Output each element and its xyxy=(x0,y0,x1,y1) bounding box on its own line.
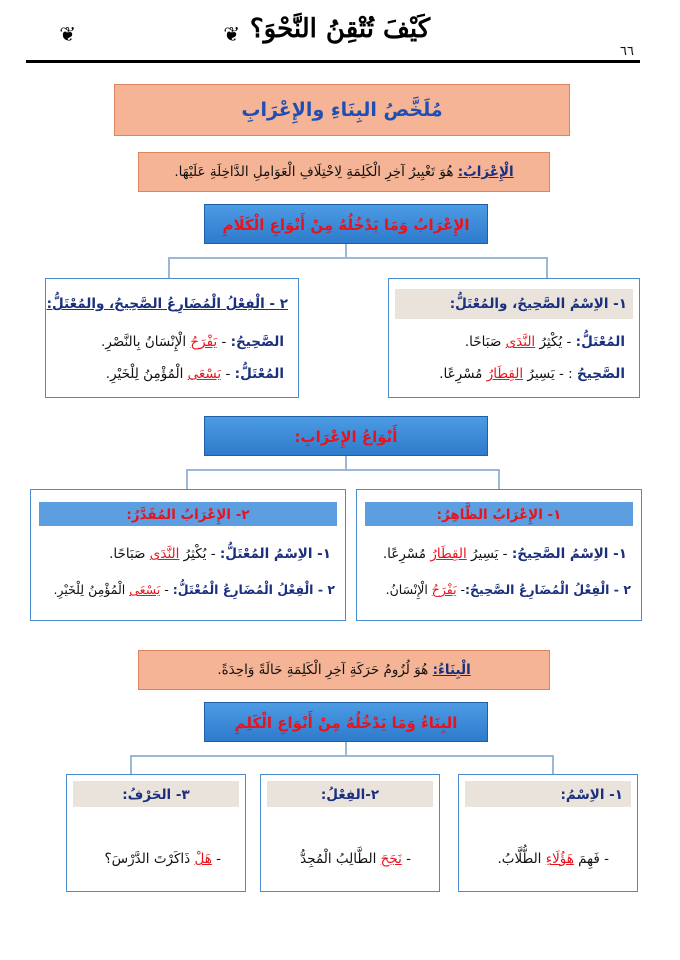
ornament-icon: ❦ xyxy=(223,22,240,46)
noun-card xyxy=(388,278,640,398)
bina-definition xyxy=(217,662,470,678)
connector xyxy=(345,456,347,470)
bina-text: هُوَ لُزُومُ حَرَكَةِ آخِرِ الْكَلِمَةِ حَالَةً وَاحِدَةً. xyxy=(217,661,433,678)
bina-ism-title: ١- الاِسْمُ: xyxy=(560,787,623,803)
bina-fiel-card xyxy=(260,774,440,892)
connector xyxy=(130,755,554,757)
connector xyxy=(168,257,548,259)
bina-definition-box xyxy=(138,650,550,690)
noun-card-row2: الصَّحِيحُ : - يَسِيرُ القِطَارُ مُسْرِعًا. xyxy=(439,366,625,382)
estimated-card-row2: ٢ - الْفِعْلُ الْمُضَارِعُ الْمُعْتَلُّ: - يَسْعَى الْمُؤْمِنُ لِلْخَيْرِ. xyxy=(53,582,335,597)
apparent-card-row2: ٢ - الْفِعْلُ الْمُضَارِعُ الصَّحِيحُ:- يَفْرَحُ الْإِنْسَانُ. xyxy=(385,582,631,597)
noun-card-title: ١- الاِسْمُ الصَّحِيحُ، والمُعْتَلُّ: xyxy=(449,296,627,312)
apparent-card-row1: ١- الاِسْمُ الصَّحِيحُ: - يَسِيرُ القِطَارُ مُسْرِعًا. xyxy=(382,546,627,562)
connector xyxy=(130,755,132,775)
bina-ism-example: - فَهِمَ هَؤُلَاءِ الطُّلَّابُ. xyxy=(497,851,609,867)
irab-text: هُوَ تَغْيِيرُ آخِرِ الْكَلِمَةِ لِاخْتِلَافِ الْعَوَامِلِ الدَّاخِلَةِ عَلَيْهَا. xyxy=(174,163,458,180)
apparent-irab-card xyxy=(356,489,642,621)
verb-card-row1: الصَّحِيحُ: - يَفْرَحُ الْإِنْسَانُ بِالنَّصْرِ. xyxy=(101,334,284,350)
irab-term: الْإِعْرَابُ: xyxy=(457,163,514,180)
connector xyxy=(498,469,500,490)
verb-card xyxy=(45,278,299,398)
connector xyxy=(552,755,554,775)
bina-banner: البِنَاءُ وَمَا يَدْخُلُهُ مِنْ أَنْوَاعِ الْكَلِمِ xyxy=(204,702,488,742)
bina-fiel-example: - نَجَحَ الطَّالِبُ الْمُجِدُّ xyxy=(300,851,411,867)
estimated-card-title: ٢- الإِعْرَابُ المُقَدَّرُ: xyxy=(126,507,250,523)
bina-harf-title: ٣- الحَرْفُ: xyxy=(122,787,190,803)
page-header-title: كَيْفَ تُتْقِنُ النَّحْوَ؟ xyxy=(249,14,431,44)
connector xyxy=(345,244,347,258)
bina-ism-card xyxy=(458,774,638,892)
header-divider xyxy=(26,60,640,63)
summary-title-box xyxy=(114,84,570,136)
estimated-card-row1: ١- الاِسْمُ المُعْتَلُّ: - يُكْثِرُ النَّدَى صَبَاحًا. xyxy=(109,546,331,562)
estimated-irab-card xyxy=(30,489,346,621)
verb-card-title: ٢ - الْفِعْلُ الْمُضَارِعُ الصَّحِيحُ، والمُعْتَلُّ: xyxy=(46,296,288,312)
irab-definition xyxy=(174,164,513,180)
connector xyxy=(186,469,500,471)
apparent-card-title: ١- الإِعْرَابُ الظَّاهِرُ: xyxy=(436,507,562,523)
bina-fiel-title: ٢-الفِعْلُ: xyxy=(320,787,380,803)
connector xyxy=(168,257,170,279)
irab-definition-box xyxy=(138,152,550,192)
page-number: ٦٦ xyxy=(620,44,634,59)
irab-types-banner: الإِعْرَابُ وَمَا يَدْخُلُهُ مِنْ أَنْوَاعِ الْكَلَامِ xyxy=(204,204,488,244)
verb-card-row2: المُعْتَلُّ: - يَسْعَى الْمُؤْمِنُ لِلْخَيْرِ. xyxy=(105,366,284,382)
bina-harf-card xyxy=(66,774,246,892)
bina-term: الْبِنَاءُ: xyxy=(432,661,471,678)
summary-title: مُلَخَّصُ البِنَاءِ والإِعْرَابِ xyxy=(241,99,443,121)
ornament-icon: ❦ xyxy=(59,22,76,46)
noun-card-row1: المُعْتَلُّ: - يُكْثِرُ النَّدَى صَبَاحًا. xyxy=(464,334,625,350)
connector xyxy=(345,742,347,756)
types-banner: أَنْوَاعُ الإِعْرَابِ: xyxy=(204,416,488,456)
connector xyxy=(546,257,548,279)
bina-harf-example: - هَلْ ذَاكَرْتَ الدَّرْسَ؟ xyxy=(104,851,221,867)
connector xyxy=(186,469,188,490)
